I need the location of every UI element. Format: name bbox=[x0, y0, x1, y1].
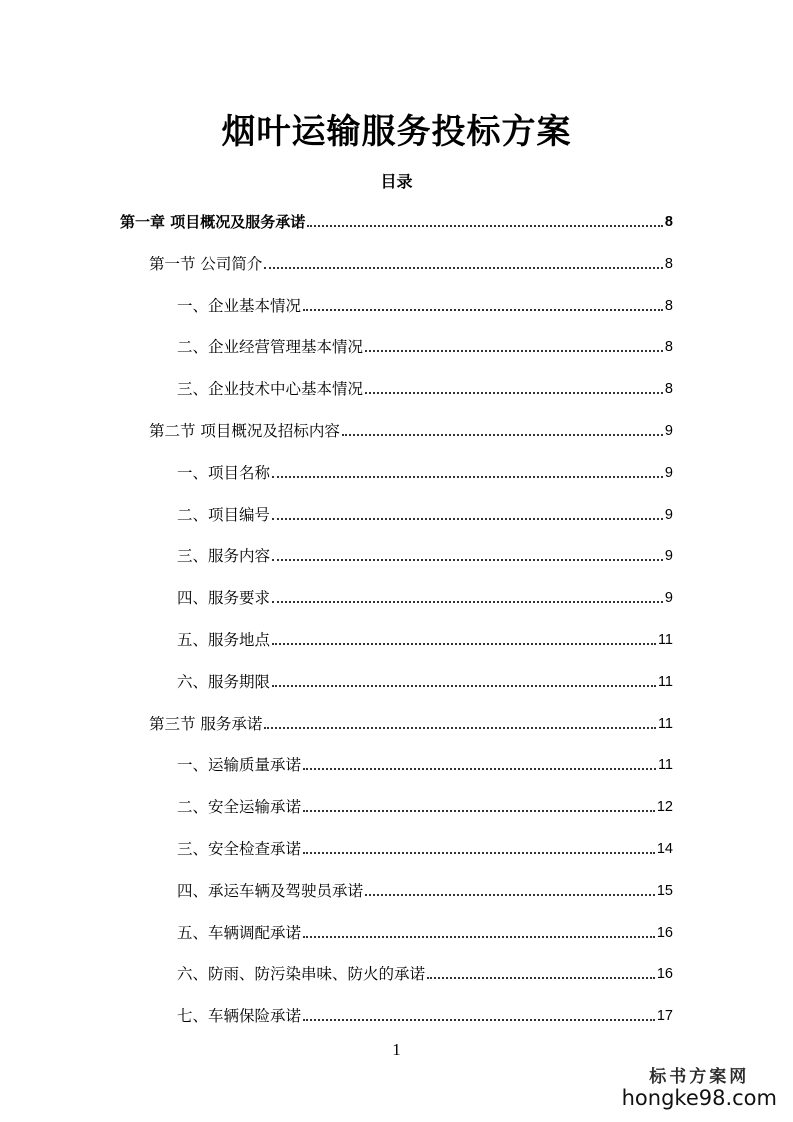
toc-entry-page: 11 bbox=[657, 757, 673, 774]
toc-entry-label: 一、运输质量承诺 bbox=[177, 756, 302, 775]
toc-entry[interactable] bbox=[120, 210, 673, 234]
toc-entry-page: 9 bbox=[664, 548, 673, 565]
toc-dot-leader bbox=[303, 1019, 655, 1021]
toc-dot-leader bbox=[365, 392, 663, 394]
toc-entry[interactable] bbox=[149, 712, 673, 736]
watermark-url: hongke98.com bbox=[621, 1085, 777, 1110]
toc-entry-label: 六、防雨、防污染串味、防火的承诺 bbox=[177, 965, 426, 984]
toc-entry-label: 五、车辆调配承诺 bbox=[177, 923, 302, 942]
toc-dot-leader bbox=[272, 559, 663, 561]
watermark bbox=[622, 1068, 777, 1110]
toc-entry[interactable] bbox=[177, 962, 673, 986]
toc-entry-page: 16 bbox=[656, 924, 673, 941]
toc-entry-label: 二、项目编号 bbox=[177, 505, 271, 524]
toc-entry[interactable] bbox=[177, 837, 673, 861]
toc-entry-page: 8 bbox=[664, 381, 673, 398]
toc-dot-leader bbox=[365, 350, 663, 352]
toc-dot-leader bbox=[303, 852, 655, 854]
toc-entry[interactable] bbox=[177, 586, 673, 610]
toc-entry[interactable] bbox=[177, 377, 673, 401]
toc-entry-page: 8 bbox=[664, 297, 673, 314]
toc-entry-label: 六、服务期限 bbox=[177, 672, 271, 691]
toc-dot-leader bbox=[342, 434, 663, 436]
toc-entry[interactable] bbox=[177, 628, 673, 652]
toc-entry-page: 14 bbox=[656, 841, 673, 857]
toc-entry-label: 第三节 服务承诺 bbox=[149, 714, 263, 733]
toc-dot-leader bbox=[272, 685, 656, 687]
toc-entry-label: 第一章 项目概况及服务承诺 bbox=[120, 213, 306, 231]
toc-entry-page: 11 bbox=[657, 673, 673, 690]
toc-dot-leader bbox=[303, 936, 655, 938]
toc-dot-leader bbox=[272, 476, 663, 478]
toc-entry-label: 三、服务内容 bbox=[177, 547, 271, 566]
toc-dot-leader bbox=[303, 768, 656, 770]
toc-dot-leader bbox=[427, 977, 655, 979]
toc-dot-leader bbox=[365, 894, 655, 896]
toc-dot-leader bbox=[264, 727, 656, 729]
toc-entry-page: 17 bbox=[656, 1008, 673, 1025]
watermark-site-name: 标书方案网 bbox=[649, 1067, 750, 1087]
toc-entry-page: 8 bbox=[664, 255, 673, 272]
toc-entry[interactable] bbox=[177, 921, 673, 945]
toc-entry[interactable] bbox=[177, 1004, 673, 1028]
toc-entry-label: 三、安全检查承诺 bbox=[177, 840, 302, 858]
toc-entry-label: 一、项目名称 bbox=[177, 463, 271, 482]
toc-entry-label: 五、服务地点 bbox=[177, 631, 271, 649]
toc-entry-label: 三、企业技术中心基本情况 bbox=[177, 380, 364, 399]
toc-entry-label: 二、企业经营管理基本情况 bbox=[177, 338, 364, 357]
toc-dot-leader bbox=[272, 643, 656, 645]
document-title: 烟叶运输服务投标方案 bbox=[221, 112, 572, 152]
toc-entry[interactable] bbox=[177, 879, 673, 903]
toc-entry-page: 9 bbox=[664, 590, 673, 607]
toc-entry-page: 9 bbox=[664, 506, 673, 523]
toc-entry-page: 15 bbox=[656, 882, 673, 899]
toc-entry[interactable] bbox=[177, 753, 673, 777]
toc-entry-label: 四、承运车辆及驾驶员承诺 bbox=[177, 881, 364, 900]
toc-entry[interactable] bbox=[177, 503, 673, 527]
toc-entry-page: 12 bbox=[656, 799, 673, 816]
toc-entry-label: 第一节 公司简介 bbox=[149, 254, 263, 273]
toc-entry[interactable] bbox=[177, 670, 673, 694]
toc-dot-leader bbox=[303, 810, 655, 812]
toc-dot-leader bbox=[264, 267, 662, 269]
toc-entry-label: 一、企业基本情况 bbox=[177, 296, 302, 315]
toc-entry[interactable] bbox=[177, 544, 673, 568]
toc-dot-leader bbox=[272, 601, 663, 603]
toc-entry[interactable] bbox=[177, 335, 673, 359]
toc-dot-leader bbox=[303, 309, 663, 311]
toc-entry-label: 二、安全运输承诺 bbox=[177, 798, 302, 817]
toc-entry[interactable] bbox=[177, 294, 673, 318]
toc-dot-leader bbox=[307, 225, 663, 227]
toc-entry-page: 8 bbox=[664, 214, 673, 230]
toc-entry[interactable] bbox=[149, 252, 673, 276]
toc-heading: 目录 bbox=[380, 172, 413, 191]
toc-entry-page: 16 bbox=[656, 966, 673, 983]
toc-entry-page: 9 bbox=[664, 423, 673, 439]
toc-entry-page: 8 bbox=[664, 339, 673, 356]
toc-entry-label: 七、车辆保险承诺 bbox=[177, 1007, 302, 1026]
toc-entry[interactable] bbox=[177, 461, 673, 485]
toc-entry-label: 第二节 项目概况及招标内容 bbox=[149, 422, 340, 440]
toc-entry-page: 11 bbox=[657, 715, 673, 732]
toc-entry-page: 9 bbox=[664, 464, 673, 481]
toc-entry-label: 四、服务要求 bbox=[177, 589, 271, 608]
toc-dot-leader bbox=[272, 518, 663, 520]
toc-entry-page: 11 bbox=[657, 632, 673, 648]
toc-entry[interactable] bbox=[177, 795, 673, 819]
page-number: 1 bbox=[392, 1040, 401, 1059]
toc-entry[interactable] bbox=[149, 419, 673, 443]
